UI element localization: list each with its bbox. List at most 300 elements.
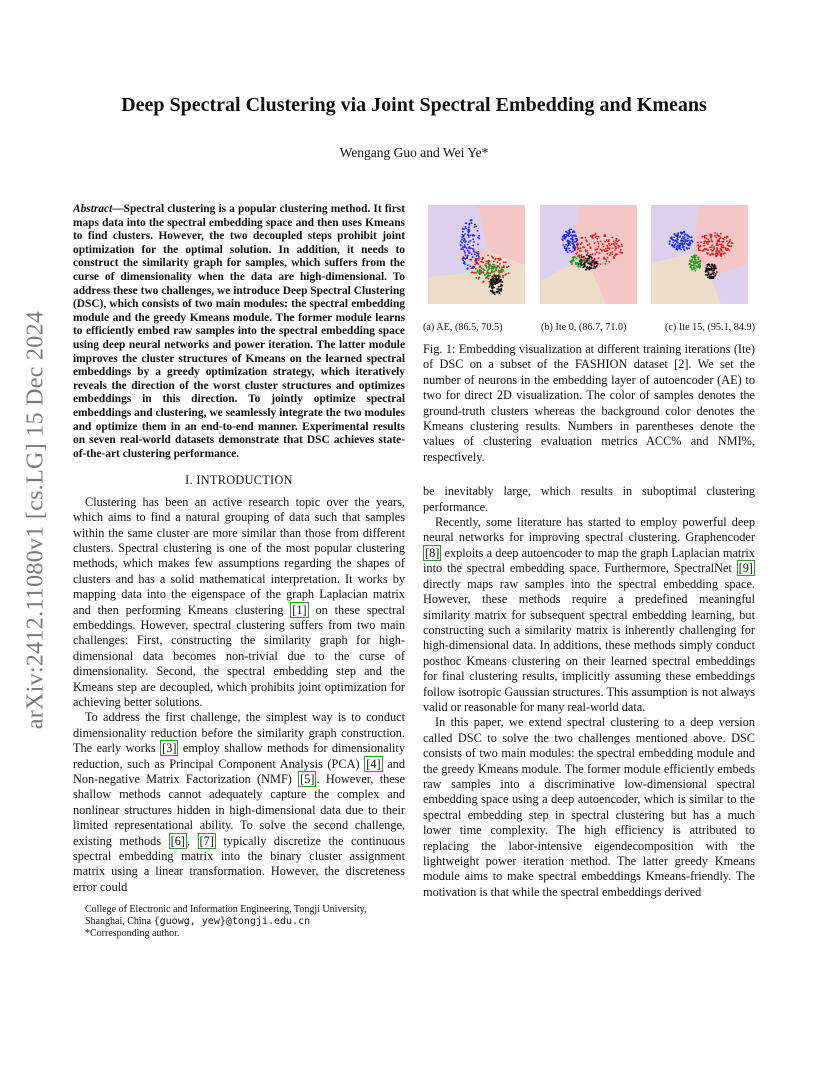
scatter-point	[474, 226, 476, 228]
scatter-point	[703, 243, 705, 245]
scatter-point	[621, 252, 623, 254]
scatter-point	[494, 270, 496, 272]
scatter-point	[713, 272, 715, 274]
scatter-point	[680, 240, 682, 242]
scatter-point	[481, 267, 483, 269]
scatter-point	[477, 254, 479, 256]
scatter-point	[692, 241, 694, 243]
scatter-point	[697, 245, 699, 247]
scatter-point	[678, 248, 680, 250]
scatter-point	[499, 281, 501, 283]
scatter-point	[605, 248, 607, 250]
scatter-point	[618, 247, 620, 249]
scatter-point	[502, 275, 504, 277]
scatter-point	[708, 273, 710, 275]
scatter-point	[681, 232, 683, 234]
paragraph-text: typically discretize the continuous spectral embedding matrix into the binary cluster assignment matrix using a linear transformation. However, the discreteness error could	[73, 833, 405, 894]
scatter-point	[723, 247, 725, 249]
scatter-point	[471, 219, 473, 221]
scatter-point	[677, 239, 679, 241]
scatter-point	[594, 259, 596, 261]
scatter-point	[707, 249, 709, 251]
scatter-point	[481, 259, 483, 261]
scatter-point	[508, 272, 510, 274]
scatter-point	[597, 238, 599, 240]
scatter-point	[686, 243, 688, 245]
scatter-point	[711, 239, 713, 241]
scatter-point	[598, 236, 600, 238]
scatter-point	[575, 262, 577, 264]
scatter-point	[608, 243, 610, 245]
scatter-point	[585, 237, 587, 239]
scatter-point	[697, 262, 699, 264]
scatter-point	[592, 267, 594, 269]
scatter-point	[492, 257, 494, 259]
scatter-point	[582, 237, 584, 239]
scatter-point	[598, 243, 600, 245]
scatter-point	[569, 261, 571, 263]
scatter-point	[578, 264, 580, 266]
paragraph-recent	[423, 515, 755, 715]
scatter-point	[465, 226, 467, 228]
citation-link[interactable]: [6]	[170, 833, 185, 848]
scatter-point	[470, 234, 472, 236]
scatter-point	[689, 241, 691, 243]
scatter-point	[689, 266, 691, 268]
scatter-point	[468, 226, 470, 228]
scatter-point	[578, 255, 580, 257]
scatter-point	[496, 291, 498, 293]
scatter-point	[471, 222, 473, 224]
scatter-point	[713, 276, 715, 278]
scatter-point	[704, 241, 706, 243]
scatter-point	[475, 261, 477, 263]
scatter-point	[485, 260, 487, 262]
scatter-point	[489, 286, 491, 288]
scatter-point	[508, 265, 510, 267]
paragraph-intro2	[73, 710, 405, 895]
scatter-point	[593, 261, 595, 263]
scatter-point	[705, 235, 707, 237]
scatter-point	[465, 254, 467, 256]
citation-link[interactable]: [9]	[738, 561, 753, 576]
scatter-point	[495, 278, 497, 280]
scatter-point	[564, 246, 566, 248]
scatter-point	[607, 246, 609, 248]
paragraph-text: on these spectral embeddings. However, spectral clustering suffers from two main challenges: First, constructing the similarity graph for high-dimensional data becomes non-trivial due to the curse of dimensionality. Second, the spectral embedding step and the Kmeans step are decoupled, which prohibits joint optimization for achieving better solutions.	[73, 602, 405, 709]
scatter-point	[589, 246, 591, 248]
scatter-point	[596, 251, 598, 253]
scatter-point	[489, 260, 491, 262]
citation-link[interactable]: [7]	[199, 833, 214, 848]
scatter-point	[604, 234, 606, 236]
scatter-point	[483, 272, 485, 274]
scatter-point	[496, 279, 498, 281]
scatter-point	[698, 257, 700, 259]
scatter-point	[489, 272, 491, 274]
scatter-point	[715, 273, 717, 275]
scatter-point	[491, 268, 493, 270]
scatter-point	[489, 284, 491, 286]
scatter-point	[501, 281, 503, 283]
scatter-point	[498, 270, 500, 272]
scatter-point	[567, 251, 569, 253]
scatter-point	[493, 260, 495, 262]
scatter-point	[722, 241, 724, 243]
scatter-point	[461, 236, 463, 238]
scatter-point	[673, 246, 675, 248]
paragraph-text: In this paper, we extend spectral clustering to a deep version called DSC to solve the two challenges mentioned above. DSC consists of two main modules: the spectral embedding module and the greedy Kmeans module. The former module efficiently embeds raw samples into a discriminative low-dimensional spectral embedding space using a deep autoencoder, which is similar to the spectral embedding step in spectral clustering but has a much lower time complexity. The high efficiency is attributed to replacing the labor-intensive eigendecomposition with the lightweight power iteration method. The latter greedy Kmeans module aims to make spectral embeddings Kmeans-friendly. The motivation is that while the spectral embeddings derived	[423, 715, 755, 899]
scatter-point	[470, 240, 472, 242]
scatter-point	[490, 265, 492, 267]
scatter-point	[592, 260, 594, 262]
scatter-point	[576, 244, 578, 246]
scatter-point	[713, 273, 715, 275]
subcaption-ae: (a) AE, (86.5, 70.5)	[423, 322, 503, 333]
scatter-point	[485, 263, 487, 265]
scatter-point	[482, 257, 484, 259]
paragraph-text: Clustering has been an active research topic over the years, which aims to find a natural grouping of data such that samples within the same cluster are more similar than those from different clusters. Spectral clustering is one of the most popular clustering methods, which makes few assumptions regarding the shapes of clusters and has a solid mathematical interpretation. It works by mapping data into the eigenspace of the graph Laplacian matrix and then performing Kmeans clustering	[73, 494, 405, 617]
scatter-point	[575, 246, 577, 248]
scatter-point	[725, 247, 727, 249]
scatter-point	[565, 234, 567, 236]
scatter-point	[498, 265, 500, 267]
scatter-point	[565, 236, 567, 238]
paragraph-text: exploits a deep autoencoder to map the graph Laplacian matrix into the spectral embedding space. Furthermore, SpectralNet	[423, 545, 755, 576]
scatter-point	[497, 261, 499, 263]
figure-caption: Fig. 1: Embedding visualization at different training iterations (Ite) of DSC on a subset of the FASHION dataset [2]. We set the number of neurons in the embedding layer of autoencoder (AE) to two for direct 2D visualization. The color of samples denotes the ground-truth clusters whereas the background color denotes the Kmeans clustering results. Numbers in parentheses denote the values of clustering evaluation metrics ACC% and NMI%, respectively.	[423, 342, 755, 464]
scatter-point	[673, 234, 675, 236]
scatter-point	[721, 246, 723, 248]
scatter-point	[463, 257, 465, 259]
scatter-point	[477, 269, 479, 271]
scatter-point	[614, 255, 616, 257]
scatter-point	[595, 263, 597, 265]
footnote-affiliation	[85, 904, 405, 928]
citation-link[interactable]: [5]	[300, 772, 315, 786]
scatter-point	[464, 250, 466, 252]
scatter-point	[690, 260, 692, 262]
scatter-point	[609, 254, 611, 256]
scatter-point	[688, 236, 690, 238]
scatter-point	[478, 256, 480, 258]
scatter-point	[585, 258, 587, 260]
scatter-point	[503, 270, 505, 272]
scatter-point	[695, 265, 697, 267]
embedding-plot-ite0	[540, 205, 637, 304]
scatter-point	[706, 252, 708, 254]
scatter-point	[565, 244, 567, 246]
scatter-point	[595, 233, 597, 235]
scatter-point	[491, 276, 493, 278]
scatter-point	[501, 267, 503, 269]
paragraph-text: be inevitably large, which results in suboptimal clustering performance.	[423, 484, 755, 514]
scatter-point	[611, 253, 613, 255]
scatter-point	[581, 264, 583, 266]
citation-link[interactable]: [3]	[162, 741, 177, 756]
scatter-point	[594, 249, 596, 251]
scatter-point	[482, 281, 484, 283]
scatter-point	[717, 235, 719, 237]
scatter-point	[691, 265, 693, 267]
scatter-point	[464, 262, 466, 264]
scatter-point	[577, 255, 579, 257]
scatter-point	[494, 293, 496, 295]
scatter-point	[500, 288, 502, 290]
scatter-point	[570, 241, 572, 243]
scatter-point	[716, 250, 718, 252]
scatter-point	[669, 240, 671, 242]
scatter-point	[693, 255, 695, 257]
scatter-point	[724, 252, 726, 254]
scatter-point	[468, 246, 470, 248]
scatter-point	[495, 282, 497, 284]
scatter-point	[693, 268, 695, 270]
scatter-point	[673, 239, 675, 241]
scatter-point	[700, 241, 702, 243]
scatter-point	[709, 234, 711, 236]
scatter-point	[709, 264, 711, 266]
scatter-point	[589, 243, 591, 245]
scatter-point	[686, 248, 688, 250]
scatter-point	[691, 236, 693, 238]
scatter-point	[580, 247, 582, 249]
scatter-point	[475, 277, 477, 279]
scatter-point	[568, 234, 570, 236]
scatter-point	[579, 257, 581, 259]
scatter-point	[616, 243, 618, 245]
scatter-point	[719, 244, 721, 246]
scatter-point	[569, 229, 571, 231]
scatter-point	[574, 241, 576, 243]
scatter-point	[711, 246, 713, 248]
scatter-point	[580, 259, 582, 261]
scatter-point	[615, 240, 617, 242]
scatter-point	[712, 253, 714, 255]
arxiv-side-stamp	[20, 285, 52, 755]
scatter-point	[469, 259, 471, 261]
scatter-point	[491, 271, 493, 273]
scatter-point	[487, 263, 489, 265]
scatter-point	[469, 265, 471, 267]
scatter-point	[573, 234, 575, 236]
scatter-point	[579, 260, 581, 262]
scatter-point	[586, 250, 588, 252]
scatter-point	[685, 241, 687, 243]
scatter-point	[700, 260, 702, 262]
scatter-point	[684, 243, 686, 245]
scatter-point	[611, 243, 613, 245]
scatter-point	[706, 238, 708, 240]
scatter-point	[471, 254, 473, 256]
scatter-point	[677, 242, 679, 244]
paragraph-text: . However, these shallow methods cannot adequately capture the complex and nonlinear structures hidden in high-dimensional data due to their limited representational ability. To solve the second challenge, existing methods	[73, 772, 405, 848]
scatter-point	[671, 236, 673, 238]
scatter-point	[609, 245, 611, 247]
scatter-point	[467, 268, 469, 270]
scatter-point	[621, 244, 623, 246]
scatter-point	[678, 245, 680, 247]
scatter-point	[478, 277, 480, 279]
paragraph-text: Recently, some literature has started to employ powerful deep neural networks for improving spectral clustering. Graphencoder	[423, 515, 755, 545]
scatter-point	[487, 254, 489, 256]
scatter-point	[587, 262, 589, 264]
scatter-point	[728, 249, 730, 251]
scatter-point	[571, 263, 573, 265]
citation-link[interactable]: [1]	[292, 602, 307, 617]
scatter-point	[572, 242, 574, 244]
scatter-point	[597, 248, 599, 250]
scatter-point	[463, 246, 465, 248]
scatter-point	[473, 266, 475, 268]
scatter-point	[499, 257, 501, 259]
scatter-point	[682, 247, 684, 249]
scatter-point	[593, 234, 595, 236]
scatter-point	[676, 247, 678, 249]
scatter-point	[494, 264, 496, 266]
scatter-point	[684, 239, 686, 241]
scatter-point	[494, 273, 496, 275]
scatter-point	[717, 240, 719, 242]
scatter-point	[593, 265, 595, 267]
arxiv-stamp-text: arXiv:2412.11080v1 [cs.LG] 15 Dec 2024	[22, 310, 49, 730]
scatter-point	[715, 256, 717, 258]
scatter-point	[572, 231, 574, 233]
paper-authors: Wengang Guo and Wei Ye*	[339, 145, 489, 160]
scatter-point	[603, 249, 605, 251]
scatter-point	[475, 226, 477, 228]
scatter-point	[716, 252, 718, 254]
scatter-point	[574, 256, 576, 258]
paragraph-text: and Non-negative Matrix Factorization (NMF)	[73, 756, 405, 786]
scatter-point	[695, 255, 697, 257]
scatter-point	[497, 275, 499, 277]
scatter-point	[699, 265, 701, 267]
scatter-point	[573, 260, 575, 262]
scatter-point	[580, 243, 582, 245]
scatter-point	[465, 228, 467, 230]
scatter-point	[473, 272, 475, 274]
scatter-point	[601, 250, 603, 252]
scatter-point	[684, 250, 686, 252]
scatter-point	[611, 237, 613, 239]
scatter-point	[586, 254, 588, 256]
scatter-point	[460, 248, 462, 250]
scatter-point	[621, 246, 623, 248]
scatter-point	[730, 245, 732, 247]
scatter-point	[581, 256, 583, 258]
scatter-point	[683, 231, 685, 233]
scatter-point	[505, 261, 507, 263]
scatter-point	[685, 233, 687, 235]
scatter-point	[597, 263, 599, 265]
scatter-point	[574, 231, 576, 233]
scatter-point	[492, 264, 494, 266]
scatter-point	[669, 243, 671, 245]
right-paragraphs	[423, 484, 755, 900]
scatter-point	[697, 242, 699, 244]
paragraph-cont	[423, 484, 755, 515]
scatter-point	[476, 255, 478, 257]
abstract-dash: —	[112, 203, 124, 215]
footnote-affiliation-text: College of Electronic and Information Engineering, Tongji University, Shanghai, China	[85, 904, 367, 928]
scatter-point	[681, 238, 683, 240]
scatter-point	[486, 267, 488, 269]
scatter-point	[462, 246, 464, 248]
scatter-point	[563, 235, 565, 237]
scatter-point	[694, 256, 696, 258]
scatter-point	[485, 273, 487, 275]
citation-link[interactable]: [8]	[425, 545, 440, 560]
scatter-point	[462, 228, 464, 230]
scatter-point	[715, 237, 717, 239]
scatter-point	[588, 255, 590, 257]
scatter-point	[719, 241, 721, 243]
scatter-point	[478, 259, 480, 261]
scatter-point	[707, 243, 709, 245]
scatter-point	[711, 277, 713, 279]
scatter-point	[583, 256, 585, 258]
scatter-point	[563, 244, 565, 246]
scatter-point	[491, 279, 493, 281]
scatter-point	[719, 254, 721, 256]
scatter-point	[675, 243, 677, 245]
scatter-point	[714, 266, 716, 268]
scatter-point	[702, 236, 704, 238]
scatter-point	[709, 268, 711, 270]
scatter-point	[471, 272, 473, 274]
scatter-point	[711, 269, 713, 271]
scatter-point	[569, 232, 571, 234]
scatter-point	[575, 238, 577, 240]
scatter-point	[671, 238, 673, 240]
scatter-point	[575, 236, 577, 238]
scatter-point	[468, 241, 470, 243]
citation-link[interactable]: [4]	[366, 756, 381, 771]
scatter-point	[620, 249, 622, 251]
scatter-point	[679, 243, 681, 245]
scatter-point	[473, 241, 475, 243]
scatter-point	[607, 250, 609, 252]
scatter-point	[499, 292, 501, 294]
scatter-point	[613, 256, 615, 258]
scatter-point	[709, 254, 711, 256]
scatter-point	[467, 256, 469, 258]
scatter-point	[727, 243, 729, 245]
scatter-point	[462, 234, 464, 236]
scatter-point	[600, 249, 602, 251]
scatter-point	[495, 268, 497, 270]
scatter-point	[488, 278, 490, 280]
scatter-point	[487, 272, 489, 274]
paragraph-text: employ shallow methods for dimensionality reduction, such as Principal Component Analysis (PCA)	[73, 741, 405, 771]
scatter-point	[688, 239, 690, 241]
scatter-point	[495, 258, 497, 260]
scatter-point	[576, 238, 578, 240]
scatter-point	[712, 250, 714, 252]
scatter-point	[711, 244, 713, 246]
scatter-point	[491, 270, 493, 272]
scatter-point	[604, 241, 606, 243]
scatter-point	[731, 242, 733, 244]
scatter-point	[476, 262, 478, 264]
scatter-point	[590, 264, 592, 266]
scatter-point	[583, 247, 585, 249]
scatter-point	[680, 244, 682, 246]
scatter-point	[497, 258, 499, 260]
scatter-point	[467, 264, 469, 266]
figure-subcaptions	[423, 320, 755, 335]
